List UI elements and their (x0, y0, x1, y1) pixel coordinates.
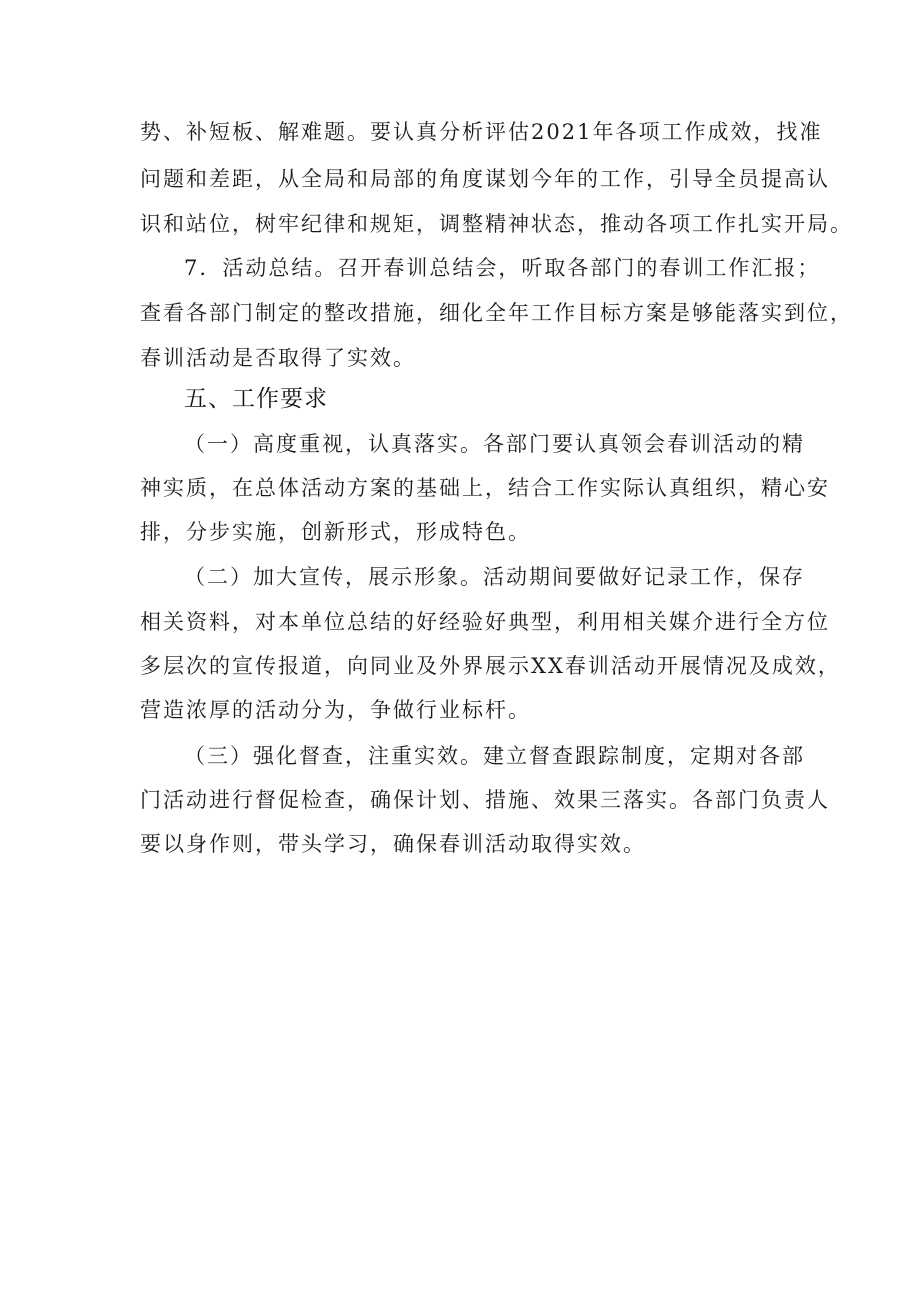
text-line: （一）高度重视，认真落实。各部门要认真领会春训活动的精 (184, 432, 805, 456)
text-line: 查看各部门制定的整改措施，细化全年工作目标方案是够能落实到位， (140, 301, 853, 325)
text-line: （三）强化督查，注重实效。建立督查跟踪制度，定期对各部 (184, 744, 805, 768)
text-line: 要以身作则，带头学习，确保春训活动取得实效。 (140, 832, 646, 856)
text-line: 多层次的宣传报道，向同业及外界展示XX春训活动开展情况及成效， (140, 654, 841, 678)
text-line: 势、补短板、解难题。要认真分析评估2021年各项工作成效，找准 (140, 120, 823, 144)
text-line: 门活动进行督促检查，确保计划、措施、效果三落实。各部门负责人 (140, 788, 830, 812)
text-line: 春训活动是否取得了实效。 (140, 346, 416, 370)
text-line: 排，分步实施，创新形式，形成特色。 (140, 520, 531, 544)
text-line: 识和站位，树牢纪律和规矩，调整精神状态，推动各项工作扎实开局。 (140, 212, 853, 236)
section-heading: 五、工作要求 (184, 386, 328, 412)
text-line: 营造浓厚的活动分为，争做行业标杆。 (140, 698, 531, 722)
text-line: （二）加大宣传，展示形象。活动期间要做好记录工作，保存 (184, 565, 805, 589)
text-line: 相关资料，对本单位总结的好经验好典型，利用相关媒介进行全方位 (140, 610, 830, 634)
text-line: 问题和差距，从全局和局部的角度谋划今年的工作，引导全员提高认 (140, 167, 830, 191)
text-line: 7．活动总结。召开春训总结会，听取各部门的春训工作汇报； (184, 256, 821, 280)
text-line: 神实质，在总体活动方案的基础上，结合工作实际认真组织，精心安 (140, 476, 830, 500)
